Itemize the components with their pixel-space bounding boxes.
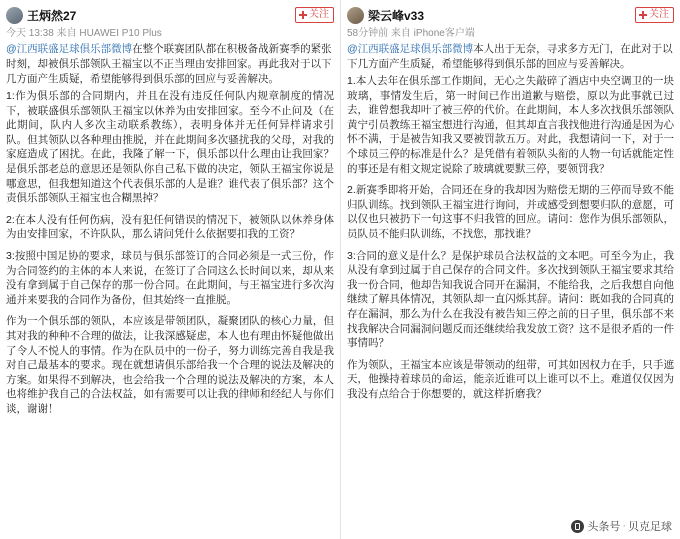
plus-icon: [299, 11, 307, 19]
left-paragraph-2: 2:在本人没有任何伤病，没有犯任何错误的情况下，被领队以休养身体为由安排回家，不许队队，那么请问凭什么依据要扣我的工资？: [6, 213, 334, 241]
right-paragraph-3: 3:合同的意义是什么？是保护球员合法权益的文本吧。可至今为止，我从没有拿到过属于自己保存的合同文件。多次找到领队王福宝要求其给我一份合同，他却告知我说合同开在漏洞，不能给我，之后我想自向他继续了解具体情况，其领队却一直闪烁其辞。请问：既如我的合同真的存在漏洞，那么为什么在我没有被告知三停之前的日子里，俱乐部不来找我解决合同漏洞问题反而还继续给我发放工资？这不是很矛盾的一件事情吗？: [347, 249, 674, 350]
left-follow-button[interactable]: [295, 7, 334, 23]
right-paragraph-4: 作为领队，王福宝本应该是带领动的纽带，可其如因权力在手，只手遮天，他操持着球员的命运，能亲近谁可以上谁可以不上。难道仅仅因为我没有点给合于你想要的，就这样折磨我？: [347, 358, 674, 400]
right-post-pane: [340, 0, 680, 539]
avatar[interactable]: [6, 7, 23, 24]
watermark-source: 头条号: [587, 521, 621, 533]
right-intro-text: 本人出于无奈，寻求多方无门，在此对于以下几方面产生质疑，希望能够得到俱乐部的回应与妥善解决。: [347, 43, 673, 70]
headlines-icon: [571, 520, 584, 533]
left-post-intro: [6, 42, 334, 87]
right-post-header: [347, 4, 674, 26]
watermark-separator: ·: [622, 520, 626, 532]
left-post-meta: 今天 13:38 来自 HUAWEI P10 Plus: [6, 28, 162, 39]
plus-icon: [639, 11, 647, 19]
right-mention-link[interactable]: @江西联盛足球俱乐部微博: [347, 43, 474, 55]
right-paragraph-2: 2.新赛季即将开始，合同还在身的我却因为赔偿无期的三停而导致不能归队训练。找到领队王福宝进行询问，并或感受到想要归队的意愿，可以仅也只被扔下一句这事不归我管的回应。请问：您作为俱乐部领队，员队员不能归队训练，不找您，那找谁？: [347, 184, 674, 240]
left-intro-text: 在整个联赛团队都在积极备战新赛季的紧张时刻，却被俱乐部领队王福宝以不正当理由安排回家。再此我对于以下几方面产生质疑，希望能够得到俱乐部的回应与妥善解决。: [6, 43, 332, 85]
left-post-author[interactable]: 王炳然27: [27, 8, 77, 23]
right-follow-button[interactable]: [635, 7, 674, 23]
left-post-header: [6, 4, 334, 26]
avatar[interactable]: [347, 7, 364, 24]
right-post-meta: 58分钟前 来自 iPhone客户端: [347, 28, 475, 39]
right-paragraph-1: 1.本人去年在俱乐部工作期间，无心之失敲碎了酒店中央空调卫的一块玻璃，事情发生后，第一时间已作出道歉与赔偿，原以为此事就已过去，谁曾想我却叶了被三停的代价。在此期间，本人多次找俱乐部领队黄宁引员教练王福宝想进行沟通，但其却直言我找他进行沟通是因为心怀不满，于是被告知我又要被罚款五万。对此，我想请问一下，对于一个球员三停的标准是什么？是凭借有着领队头衔的人物一句话就能定性的事还是有相文规定说除了玻璃就要默三停，要领罚我？: [347, 75, 674, 175]
left-paragraph-3: 3:按照中国足协的要求，球员与俱乐部签订的合同必须是一式三份，作为合同签约的主体的本人来说，在签订了合同这么长时间以来，却从来没有拿到属于自己保存的那一份合同。在此期间，与王福宝进行多次沟通并来要我的合同作为备份，但其始终一直推脱。: [6, 249, 334, 306]
left-mention-link[interactable]: @江西联盛足球俱乐部微博: [6, 43, 133, 55]
left-paragraph-1: 1:作为俱乐部的合同期内，并且在没有违反任何队内规章制度的情况下，被联盛俱乐部领队王福宝以休养为由安排回家。至今不止问及（在此期间，队内人多次主动联系教练），表明身体并无任何异样请求引队。但其领队以各种理由推脱，并在此期间多次骚扰我的父母，对我的家庭造成了困扰。在此，我隆了解一下，俱乐部以什么理由让我回家？是俱乐部老总的意思还是领队你自己私下做的决定，领队王福宝你说是哪意思，但我想知道这个代表俱乐部的人是谁？谁代表了俱乐部？这个责俱乐部领队王福宝也合糊黑掉？: [6, 90, 334, 205]
right-follow-label: 关注: [649, 9, 669, 20]
left-follow-label: 关注: [309, 9, 329, 20]
watermark: [569, 517, 674, 535]
watermark-name: 贝克足球: [628, 521, 672, 533]
left-paragraph-4: 作为一个俱乐部的领队，本应该是带领团队，凝聚团队的核心力量，但其对我的种种不合理的做法，让我深感疑虑，本人也有理由怀疑他做出了令人不悦人的事情。作为在队员中的一份子，努力训练完善自我是我对自己最基本的要求。现在就想请俱乐部给我一个合理的说法及解决的方案。如果得不到解决，也会给我一个合理的说法及解决的方案，本人也将维护我自己的合法权益，如有需要可以让我的律师和经纪人与你们谈，谢谢！: [6, 315, 334, 415]
right-post-author[interactable]: 梁云峰v33: [368, 8, 425, 23]
right-post-intro: [347, 42, 674, 72]
